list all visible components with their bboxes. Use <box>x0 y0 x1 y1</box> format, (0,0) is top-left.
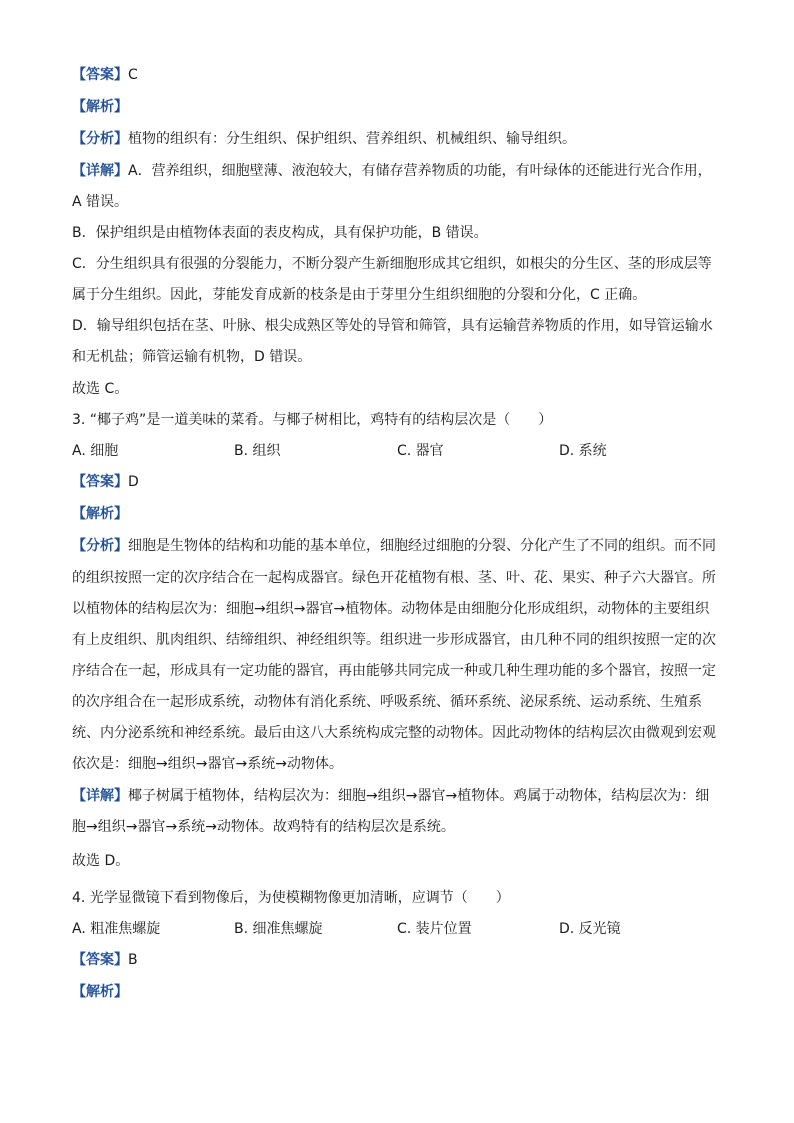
q3-fenxi-line-2: 的组织按照一定的次序结合在一起构成器官。绿色开花植物有根、茎、叶、花、果实、种子六大器官。所 <box>72 570 716 586</box>
q4-analysis-line <box>72 984 722 1000</box>
xiangjie-text: A．营养组织，细胞壁薄、液泡较大，有储存营养物质的功能，有叶绿体的还能进行光合作用， <box>128 163 712 179</box>
q3-stem: 3. “椰子鸡”是一道美味的菜肴。与椰子树相比，鸡特有的结构层次是（ ） <box>72 412 553 428</box>
q3-options <box>72 443 722 459</box>
q2-answer-line <box>72 67 722 83</box>
q3-fenxi-line-1 <box>72 538 722 554</box>
answer-tag: 【答案】 <box>72 952 128 968</box>
xiangjie-tag: 【详解】 <box>72 788 128 804</box>
q3-option-c: C. 器官 <box>397 443 444 459</box>
q2-option-c-explanation-2: 属于分生组织。因此，芽能发育成新的枝条是由于芽里分生组织细胞的分裂和分化，C 正确。 <box>72 287 647 303</box>
q3-conclusion: 故选 D。 <box>72 853 130 869</box>
q2-fenxi-line <box>72 131 722 147</box>
answer-value: B <box>128 952 138 968</box>
q3-analysis-line <box>72 506 722 522</box>
q2-xiangjie-line-1 <box>72 163 722 179</box>
answer-value: D <box>128 474 139 490</box>
q2-option-d-explanation-1: D．输导组织包括在茎、叶脉、根尖成熟区等处的导管和筛管，具有运输营养物质的作用，如导管运输水 <box>72 318 713 334</box>
q3-fenxi-line-4: 有上皮组织、肌肉组织、结缔组织、神经组织等。组织进一步形成器官，由几种不同的组织按照一定的次 <box>72 632 716 648</box>
analysis-tag: 【解析】 <box>72 506 128 522</box>
fenxi-text: 细胞是生物体的结构和功能的基本单位，细胞经过细胞的分裂、分化产生了不同的组织。而不同 <box>128 538 716 554</box>
fenxi-tag: 【分析】 <box>72 131 128 147</box>
analysis-tag: 【解析】 <box>72 99 128 115</box>
q3-fenxi-line-6: 的次序组合在一起形成系统，动物体有消化系统、呼吸系统、循环系统、泌尿系统、运动系统、生殖系 <box>72 694 702 710</box>
xiangjie-tag: 【详解】 <box>72 163 128 179</box>
q3-xiangjie-line-1 <box>72 788 722 804</box>
q2-option-c-explanation-1: C．分生组织具有很强的分裂能力，不断分裂产生新细胞形成其它组织，如根尖的分生区、茎的形成层等 <box>72 256 712 272</box>
answer-tag: 【答案】 <box>72 474 128 490</box>
q3-option-d: D. 系统 <box>559 443 607 459</box>
q2-option-d-explanation-2: 和无机盐；筛管运输有机物，D 错误。 <box>72 349 312 365</box>
q4-option-d: D. 反光镜 <box>559 921 621 937</box>
fenxi-text: 植物的组织有：分生组织、保护组织、营养组织、机械组织、输导组织。 <box>128 131 576 147</box>
analysis-tag: 【解析】 <box>72 984 128 1000</box>
q4-option-a: A. 粗准焦螺旋 <box>72 921 161 937</box>
q3-fenxi-line-3: 以植物体的结构层次为：细胞→组织→器官→植物体。动物体是由细胞分化形成组织，动物体的主要组织 <box>72 601 710 617</box>
q2-analysis-line <box>72 99 722 115</box>
q3-fenxi-line-8: 依次是：细胞→组织→器官→系统→动物体。 <box>72 756 343 772</box>
q2-conclusion: 故选 C。 <box>72 381 129 397</box>
q3-option-a: A. 细胞 <box>72 443 119 459</box>
q4-options <box>72 921 722 937</box>
fenxi-tag: 【分析】 <box>72 538 128 554</box>
q4-answer-line <box>72 952 722 968</box>
q3-fenxi-line-7: 统、内分泌系统和神经系统。最后由这八大系统构成完整的动物体。因此动物体的结构层次由微观到宏观 <box>72 725 716 741</box>
q3-fenxi-line-5: 序结合在一起，形成具有一定功能的器官，再由能够共同完成一种或几种生理功能的多个器官，按照一定 <box>72 663 716 679</box>
q4-option-b: B. 细准焦螺旋 <box>234 921 323 937</box>
q2-xiangjie-line-2: A 错误。 <box>72 194 129 210</box>
answer-tag: 【答案】 <box>72 67 128 83</box>
answer-value: C <box>128 67 138 83</box>
xiangjie-text: 椰子树属于植物体，结构层次为：细胞→组织→器官→植物体。鸡属于动物体，结构层次为：细 <box>128 788 710 804</box>
q3-xiangjie-line-2: 胞→组织→器官→系统→动物体。故鸡特有的结构层次是系统。 <box>72 819 455 835</box>
q2-option-b-explanation: B．保护组织是由植物体表面的表皮构成，具有保护功能，B 错误。 <box>72 225 488 241</box>
q4-stem: 4. 光学显微镜下看到物像后，为使模糊物像更加清晰，应调节（ ） <box>72 890 510 906</box>
q4-option-c: C. 装片位置 <box>397 921 472 937</box>
q3-answer-line <box>72 474 722 490</box>
q3-option-b: B. 组织 <box>234 443 281 459</box>
